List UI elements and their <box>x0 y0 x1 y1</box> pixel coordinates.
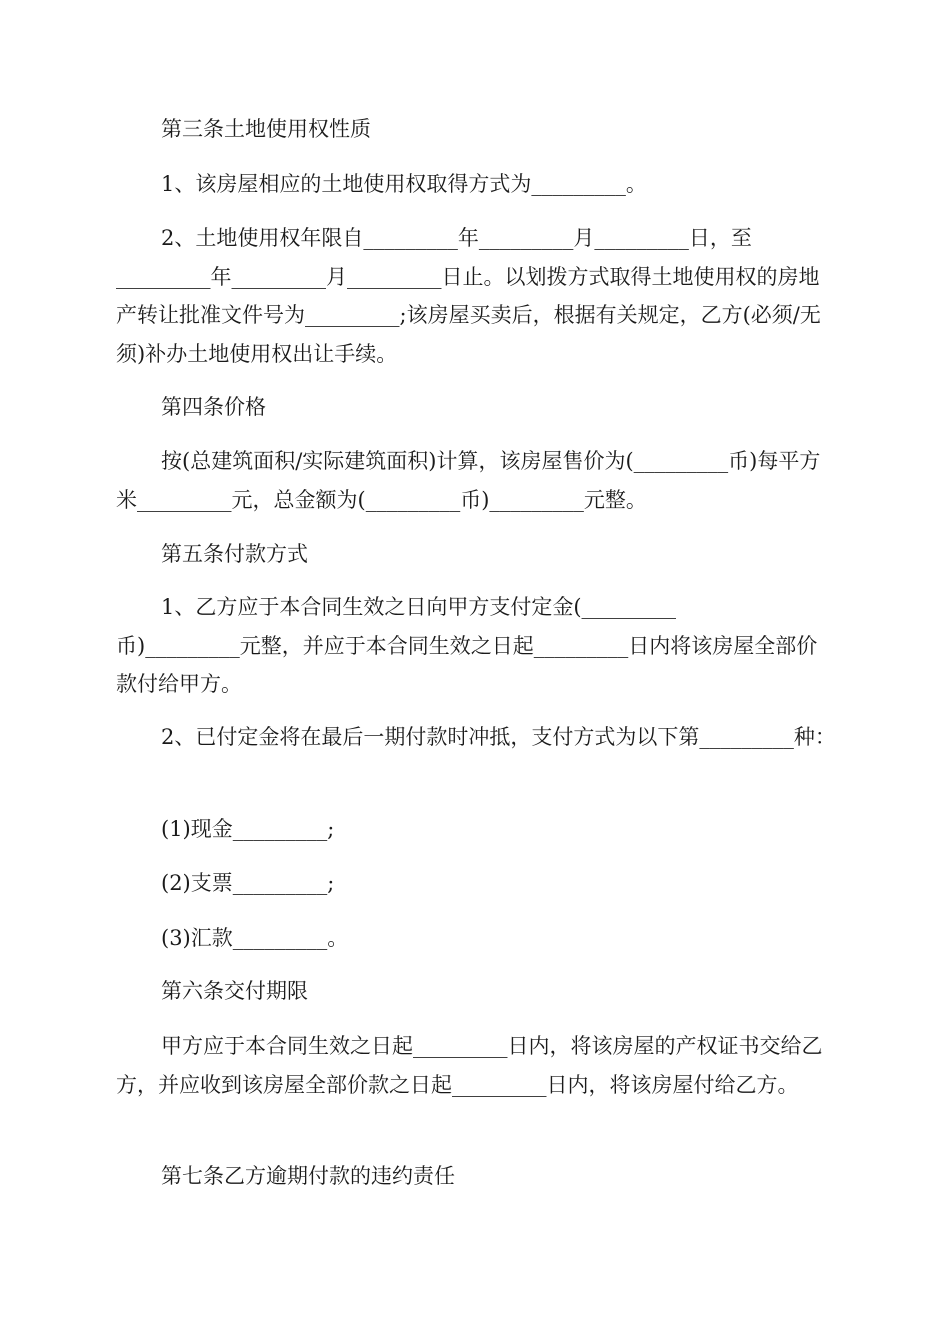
article-3-title: 第三条土地使用权性质 <box>161 117 371 141</box>
article-7-title: 第七条乙方逾期付款的违约责任 <box>161 1164 455 1188</box>
article-4-clause-1: 按(总建筑面积/实际建筑面积)计算，该房屋售价为(_________币)每平方米_________元，总金额为(_________币)_________元整。 <box>116 449 821 512</box>
article-3-clause-1: 1、该房屋相应的土地使用权取得方式为_________。 <box>161 172 647 196</box>
payment-option-remittance: (3)汇款_________。 <box>161 926 349 950</box>
article-5-title: 第五条付款方式 <box>161 542 308 566</box>
payment-option-check: (2)支票_________; <box>161 871 335 895</box>
article-5-clause-2: 2、已付定金将在最后一期付款时冲抵，支付方式为以下第_________种： <box>161 725 836 749</box>
article-4-title: 第四条价格 <box>161 395 266 419</box>
article-6-title: 第六条交付期限 <box>161 979 308 1003</box>
payment-option-cash: (1)现金_________; <box>161 817 335 841</box>
article-6-clause-1: 甲方应于本合同生效之日起_________日内，将该房屋的产权证书交给乙方，并应收到该房屋全部价款之日起_________日内，将该房屋付给乙方。 <box>116 1034 823 1097</box>
article-3-clause-2: 2、土地使用权年限自_________年_________月_________日，至_________年_________月_________日止。以划拨方式取得土地使用权的房地产转让批准文件号为_________;该房屋买卖后，根据有关规定，乙方(必须/无须)补办土地使用权出让手续。 <box>116 226 821 366</box>
article-5-clause-1: 1、乙方应于本合同生效之日向甲方支付定金(_________ 币)_________元整，并应于本合同生效之日起_________日内将该房屋全部价款付给甲方。 <box>116 595 818 696</box>
